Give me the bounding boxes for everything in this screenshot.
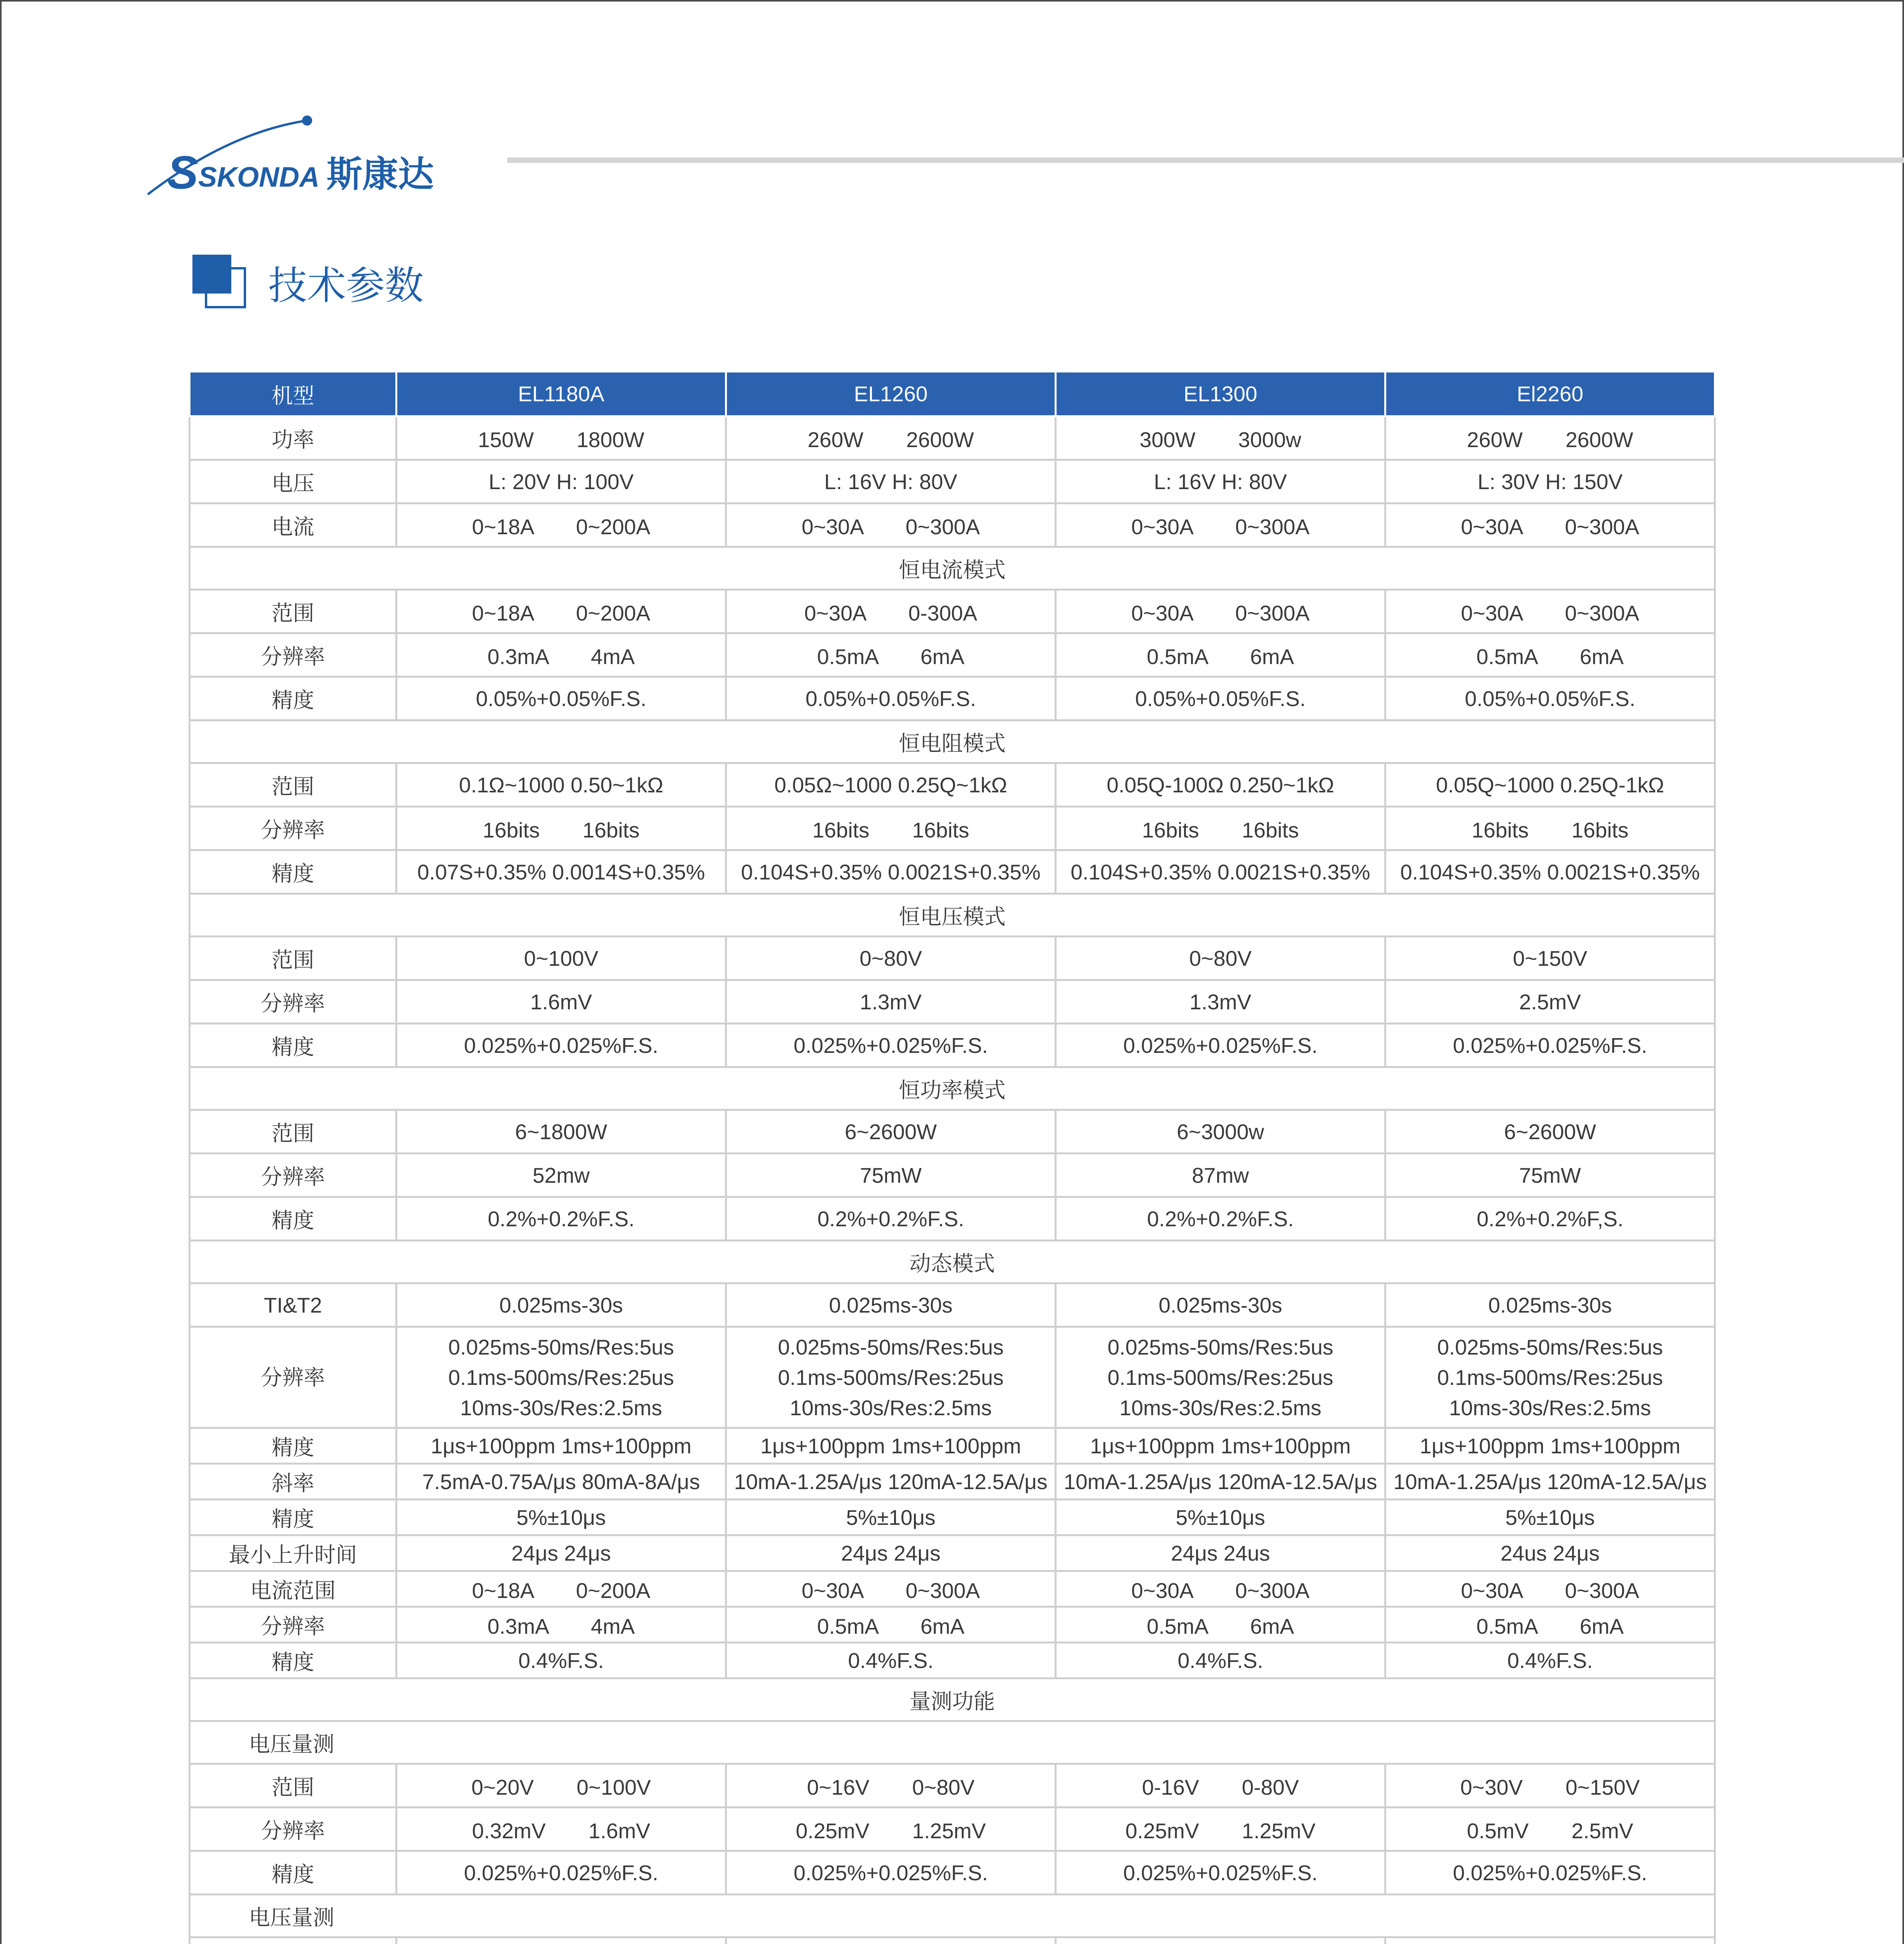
table-cell: 75mW [1385,1154,1715,1197]
table-cell: 16bits 16bits [397,807,726,850]
table-cell: 75mW [726,1154,1056,1197]
table-cell: 52mw [397,1154,726,1197]
table-cell: 0.05%+0.05%F.S. [726,677,1056,720]
row-label: 分辨率 [190,980,397,1024]
section-heading: 恒电阻模式 [190,720,1715,763]
table-cell: 0.5mA 6mA [726,633,1056,677]
cell-line: 0.1ms-500ms/Res:25us [778,1365,1004,1390]
table-cell [726,1937,1056,1944]
row-label [190,1937,397,1944]
row-label: 范围 [190,590,397,633]
table-row [190,980,1715,1024]
table-cell: 6~3000w [1056,1110,1385,1154]
section-row [190,1241,1715,1283]
cell-line: 0.1ms-500ms/Res:25us [1437,1365,1663,1390]
table-cell: 0.3mA 4mA [397,1607,726,1643]
table-cell: L: 30V H: 150V [1385,460,1715,503]
table-cell: 0~30A 0~300A [1385,590,1715,633]
section-heading: 恒功率模式 [190,1067,1715,1110]
table-row [190,763,1715,807]
row-label: 分辨率 [190,807,397,850]
table-header-row [190,372,1715,416]
row-label: 范围 [190,763,397,807]
table-cell: 0~100V [397,937,726,980]
table-cell: 0.104S+0.35% 0.0021S+0.35% [726,850,1056,894]
table-cell: 1μs+100ppm 1ms+100ppm [1385,1428,1715,1464]
table-row [190,460,1715,503]
row-label: 精度 [190,1428,397,1464]
table-cell: 0.025%+0.025%F.S. [1385,1024,1715,1067]
table-cell: 0~30V 0~150V [1385,1764,1715,1808]
table-cell: 1.3mV [1056,980,1385,1024]
table-cell: 0.025ms-30s [1385,1283,1715,1327]
table-cell: 1.3mV [726,980,1056,1024]
row-label: 功率 [190,416,397,460]
table-row [190,1327,1715,1428]
table-row [190,1500,1715,1535]
cell-line: 0.025ms-50ms/Res:5us [448,1335,674,1359]
section-heading: 动态模式 [190,1241,1715,1283]
row-label: 斜率 [190,1464,397,1500]
section-row [190,720,1715,763]
table-cell: 10mA-1.25A/μs 120mA-12.5A/μs [1056,1464,1385,1500]
table-cell: 5%±10μs [397,1500,726,1535]
table-cell: 0.025ms-30s [1056,1283,1385,1327]
table-cell: 10mA-1.25A/μs 120mA-12.5A/μs [1385,1464,1715,1500]
section-heading: 恒电压模式 [190,894,1715,937]
table-cell: 0~30A 0~300A [726,1571,1056,1607]
table-cell: 0.05%+0.05%F.S. [1056,677,1385,720]
table-cell: 6~2600W [726,1110,1056,1154]
section-heading: 恒电流模式 [190,547,1715,590]
table-cell: 0~18A 0~200A [397,590,726,633]
table-cell: 5%±10μs [1385,1500,1715,1535]
table-cell: 0.5mV 2.5mV [1385,1808,1715,1851]
table-row [190,633,1715,677]
table-cell: L: 20V H: 100V [397,460,726,503]
cell-line: 10ms-30s/Res:2.5ms [1119,1395,1322,1420]
table-row [190,1764,1715,1808]
row-label: 电压 [190,460,397,503]
table-cell [726,1327,1056,1428]
table-cell: 1μs+100ppm 1ms+100ppm [726,1428,1056,1464]
table-cell: 0.2%+0.2%F.S. [397,1197,726,1241]
table-cell: 24μs 24us [1056,1535,1385,1571]
table-row [190,937,1715,980]
table-cell: 0~150V [1385,937,1715,980]
svg-text:S: S [167,147,199,199]
subsection-heading: 电压量测 [190,1895,1715,1937]
table-cell: 0.5mA 6mA [1385,1607,1715,1643]
section-row [190,894,1715,937]
table-cell: 0.025%+0.025%F.S. [397,1851,726,1895]
table-row [190,1808,1715,1851]
cell-line: 10ms-30s/Res:2.5ms [1449,1395,1651,1420]
table-row [190,1110,1715,1154]
table-row [190,1535,1715,1571]
table-cell: 0~30A 0~300A [726,503,1056,547]
table-row [190,1024,1715,1067]
table-cell: 0~30A 0~300A [1056,590,1385,633]
row-label: 电流范围 [190,1571,397,1607]
table-row [190,503,1715,547]
header-el1300: EL1300 [1056,372,1385,416]
table-row [190,1428,1715,1464]
table-cell: 5%±10μs [726,1500,1056,1535]
section-square-icon [190,253,249,311]
table-cell: 0.05Q~1000 0.25Q-1kΩ [1385,763,1715,807]
table-cell: 0~30A 0~300A [1056,503,1385,547]
table-cell: 2.5mV [1385,980,1715,1024]
row-label: 分辨率 [190,633,397,677]
row-label: 电流 [190,503,397,547]
cell-line: 0.1ms-500ms/Res:25us [1107,1365,1333,1390]
table-row [190,1464,1715,1500]
row-label: 精度 [190,1197,397,1241]
table-cell: 5%±10μs [1056,1500,1385,1535]
table-cell [397,1327,726,1428]
row-label: 精度 [190,677,397,720]
skonda-logo [144,109,447,206]
table-cell: L: 16V H: 80V [1056,460,1385,503]
row-label: 范围 [190,937,397,980]
header-divider [507,157,1904,163]
table-cell: 0.104S+0.35% 0.0021S+0.35% [1385,850,1715,894]
table-cell: 0.4%F.S. [1385,1643,1715,1678]
subsection-row [190,1721,1715,1764]
subsection-heading: 电压量测 [190,1721,1715,1764]
header-el2260: El2260 [1385,372,1715,416]
svg-text:斯康达: 斯康达 [327,154,434,195]
table-cell: 150W 1800W [397,416,726,460]
table-cell: 0~30A 0-300A [726,590,1056,633]
table-row [190,850,1715,894]
table-cell: 0.07S+0.35% 0.0014S+0.35% [397,850,726,894]
table-cell: 6~2600W [1385,1110,1715,1154]
table-cell: 1.6mV [397,980,726,1024]
section-heading: 量测功能 [190,1678,1715,1721]
table-cell: 0.025%+0.025%F.S. [726,1024,1056,1067]
header-model: 机型 [190,372,397,416]
table-cell: 0.05Ω~1000 0.25Q~1kΩ [726,763,1056,807]
table-cell [1385,1937,1715,1944]
table-row [190,416,1715,460]
cell-line: 0.025ms-50ms/Res:5us [1437,1335,1663,1359]
table-cell: 0~80V [726,937,1056,980]
table-cell: 300W 3000w [1056,416,1385,460]
table-cell [1056,1937,1385,1944]
table-cell: 16bits 16bits [1385,807,1715,850]
table-cell: 0.5mA 6mA [1056,633,1385,677]
table-cell: 0.4%F.S. [397,1643,726,1678]
table-cell [1056,1327,1385,1428]
table-cell: 0.025%+0.025%F.S. [397,1024,726,1067]
table-cell: 0~80V [1056,937,1385,980]
table-cell: 0~30A 0~300A [1056,1571,1385,1607]
table-cell: 16bits 16bits [1056,807,1385,850]
table-cell: 7.5mA-0.75A/μs 80mA-8A/μs [397,1464,726,1500]
table-row [190,1607,1715,1643]
table-cell: 0.104S+0.35% 0.0021S+0.35% [1056,850,1385,894]
table-cell: 0.025%+0.025%F.S. [1056,1851,1385,1895]
header-el1260: EL1260 [726,372,1056,416]
table-cell: 0~20V 0~100V [397,1764,726,1808]
header-el1180a: EL1180A [397,372,726,416]
table-cell: 1μs+100ppm 1ms+100ppm [397,1428,726,1464]
table-row [190,1643,1715,1678]
table-cell: 16bits 16bits [726,807,1056,850]
table-cell: 0~18A 0~200A [397,503,726,547]
section-row [190,1067,1715,1110]
table-cell: 0.3mA 4mA [397,633,726,677]
row-label: 分辨率 [190,1808,397,1851]
table-cell: 0.4%F.S. [1056,1643,1385,1678]
table-cell: 87mw [1056,1154,1385,1197]
row-label: 范围 [190,1110,397,1154]
row-label: 分辨率 [190,1607,397,1643]
table-cell: 0.025ms-30s [726,1283,1056,1327]
table-cell: 0.5mA 6mA [1056,1607,1385,1643]
table-cell: 0-16V 0-80V [1056,1764,1385,1808]
table-row [190,1571,1715,1607]
table-row [190,1283,1715,1327]
section-row [190,1678,1715,1721]
table-row [190,1937,1715,1944]
table-cell: 0~30A 0~300A [1385,503,1715,547]
table-cell: 260W 2600W [726,416,1056,460]
table-cell: 0~30A 0~300A [1385,1571,1715,1607]
table-cell: 0~18A 0~200A [397,1571,726,1607]
svg-text:SKONDA: SKONDA [198,162,320,193]
section-title: 技术参数 [268,263,424,308]
table-cell: 0.025ms-30s [397,1283,726,1327]
table-cell: 0.2%+0.2%F.S. [726,1197,1056,1241]
table-cell: 0~16V 0~80V [726,1764,1056,1808]
cell-line: 0.025ms-50ms/Res:5us [1107,1335,1333,1359]
table-cell: 0.2%+0.2%F,S. [1385,1197,1715,1241]
row-label: 精度 [190,1500,397,1535]
table-cell: 0.025%+0.025%F.S. [726,1851,1056,1895]
table-cell: 6~1800W [397,1110,726,1154]
table-row [190,1154,1715,1197]
table-row [190,1851,1715,1895]
cell-line: 10ms-30s/Res:2.5ms [460,1395,662,1420]
cell-line: 10ms-30s/Res:2.5ms [790,1395,992,1420]
row-label: 精度 [190,1643,397,1678]
row-label: 分辨率 [190,1154,397,1197]
row-label: TI&T2 [190,1283,397,1327]
table-row [190,677,1715,720]
table-cell: 0.025%+0.025%F.S. [1385,1851,1715,1895]
table-cell: 24μs 24μs [397,1535,726,1571]
row-label: 精度 [190,850,397,894]
table-cell: 24us 24μs [1385,1535,1715,1571]
table-cell [1385,1327,1715,1428]
table-cell: 0.5mA 6mA [726,1607,1056,1643]
table-row [190,590,1715,633]
table-cell: 0.025%+0.025%F.S. [1056,1024,1385,1067]
cell-line: 0.025ms-50ms/Res:5us [778,1335,1004,1359]
table-cell: 0.25mV 1.25mV [1056,1808,1385,1851]
row-label: 精度 [190,1024,397,1067]
table-cell: 0.4%F.S. [726,1643,1056,1678]
table-cell: L: 16V H: 80V [726,460,1056,503]
table-cell [397,1937,726,1944]
table-cell: 0.1Ω~1000 0.50~1kΩ [397,763,726,807]
row-label: 精度 [190,1851,397,1895]
table-cell: 0.25mV 1.25mV [726,1808,1056,1851]
table-cell: 0.2%+0.2%F.S. [1056,1197,1385,1241]
cell-line: 0.1ms-500ms/Res:25us [448,1365,674,1390]
section-row [190,547,1715,590]
table-row [190,807,1715,850]
table-cell: 1μs+100ppm 1ms+100ppm [1056,1428,1385,1464]
table-cell: 0.05%+0.05%F.S. [1385,677,1715,720]
table-cell: 260W 2600W [1385,416,1715,460]
table-cell: 0.32mV 1.6mV [397,1808,726,1851]
table-cell: 24μs 24μs [726,1535,1056,1571]
row-label: 分辨率 [190,1327,397,1428]
row-label: 范围 [190,1764,397,1808]
table-cell: 0.05%+0.05%F.S. [397,677,726,720]
table-row [190,1197,1715,1241]
table-cell: 10mA-1.25A/μs 120mA-12.5A/μs [726,1464,1056,1500]
table-cell: 0.05Q-100Ω 0.250~1kΩ [1056,763,1385,807]
table-cell: 0.5mA 6mA [1385,633,1715,677]
row-label: 最小上升时间 [190,1535,397,1571]
subsection-row [190,1895,1715,1937]
spec-table [189,371,1716,1944]
